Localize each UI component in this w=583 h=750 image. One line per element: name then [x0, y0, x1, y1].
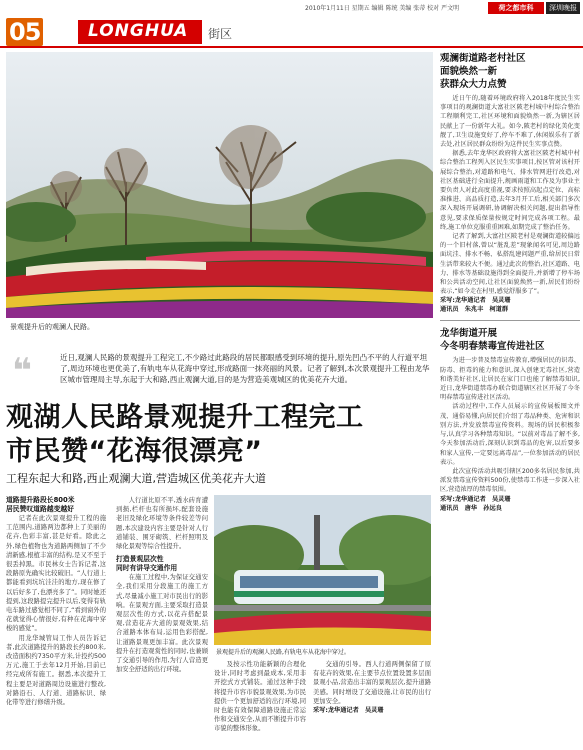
main-photo [6, 52, 433, 318]
dateline: 2010年1月11日 星期五 编辑 陈统 美编 张蒂 校对 严文明 [305, 5, 460, 12]
article-column-4 [313, 660, 431, 715]
article-paragraph: 在施工过程中,为保证交通安全,我们采用分段施工的施工方式,尽量减小施工对市民出行的影响。在景观方面,主要采取打造景观层次性的方式,以花卉搭配景观,营造花卉大道的景观效果,结合道路本体布局,运用色彩搭配,让道路景观更加丰富。此次景观提升在打造观赏性的同时,也兼顾了交通引导的作用,为行人营造更加安全舒适的出行环境。 [116, 574, 208, 674]
byline: 采写:龙华通记者 吴灵珊 [440, 297, 511, 305]
page-number: 05 [6, 18, 43, 46]
divider [440, 320, 580, 321]
article-paragraph: 记者在此次景观提升工程的施工范围内,道路两边都种上了美丽的花卉,色彩丰富,甚是好看。除此之外,绿色植物也为道路两侧加了不少清新感,根植丰富的结构,是又不至于很丢掉黑。市民林女士告诉记者,这段路原先确实比较破旧。“人行道上都能看到坑坑洼洼的地方,现在修了以后好多了,也漂亮多了”。同时她还提到,这段路提完提升以后,变得有轨电车路过感觉相不同了,“看到窗外的花就觉得心情很好,有种在花海中穿梭的感觉”。 [6, 515, 106, 633]
column-heading: 居民赞叹道路越变越好 [6, 505, 74, 513]
column-heading: 打造景观层次性 [116, 555, 164, 564]
top-line [0, 0, 583, 16]
byline: 通讯员 朱兆丰 柯道群 [440, 306, 509, 314]
article-column-3 [214, 660, 306, 734]
article-paragraph: 据悉,去年龙华区政府将大富社区陂老村城中村综合整治工程列入区民生实事项目,按区管对该村开展综合整治,对道路和电气、排水管网进行改造,对社区基础进行全面提升,规画雨道和工作及为事业主要负责人对此高度重视,要求按照高起点定位、高标准推进、高品质打造,去年3月开工后,相关部门多次深入现场开展调研,协调解决相关问题,提出指导性意见,要求保质保量按规定时间完成各项工程。最终,施工单位克服重重困难,如期完成了整治任务。 [440, 150, 580, 231]
article-column-2 [116, 496, 208, 674]
column-heading: 同时有讲导交通作用 [116, 564, 178, 573]
article-paragraph: 用龙华城管局工作人员告诉记者,此次道路提升的路段长约800米,改造面积约7350平方米,计投约500万元,施工于去年12月开始,目前已经完成所有施工。据悉,本次提升工程主要是对道路周边设施进行整改,对路沿石、人行道、道路标识、绿化带等进行修缮升级。 [6, 634, 106, 707]
main-photo-caption: 景观提升后的观澜人民路。 [10, 323, 94, 331]
side-column [440, 52, 580, 513]
article-paragraph: 为进一步普及禁毒宣传教育,增强居民的识毒、防毒、拒毒的能力和意识,深入创建无毒社区,营造和谐美好社区,让居民在家门口也能了解禁毒知识,近日,龙华街道禁毒办联合街道辖区社区开展了今冬明春禁毒宣传进社区活动。 [440, 357, 580, 402]
section-name-zh: 街区 [208, 27, 233, 41]
article-paragraph: 活动过程中,工作人员展示的宣传展板图文并茂、通俗易懂,向居民们介绍了毒品种类、危害和识别方法,并发放禁毒宣传资料。现场的居民积极参与,认真学习各种禁毒知识。“以前对毒品了解不多,今天参加活动后,深刻认识到毒品的危害,以后要多和家人宣传,一定要远离毒品”,一位参加活动的居民表示。 [440, 403, 580, 466]
side-story-title: 今冬明春禁毒宣传进社区 [440, 341, 545, 353]
article-paragraph: 记者了解到,大富社区陂老村是观澜街道较偏远的一个旧村落,曾以“脏乱差”现象闻名可见,周边路面坑洼、排水不畅、私搭乱建问题严重,给居民日常生活带来较大不便。通过此次的整治,社区道路、电力、排水等基础设施得到全面提升,并新增了停车场和公共活动空间,让社区面貌焕然一新,居民们纷纷表示,“如今走在村里,感觉舒服多了”。 [440, 233, 580, 296]
side-story-title: 龙华街道开展 [440, 328, 498, 340]
byline: 通讯员 唐华 孙远良 [440, 504, 502, 512]
lead-box [6, 348, 431, 396]
lead-paragraph: 近日,观澜人民路的景观提升工程完工,不少路过此路段的居民都眼感受到环境的提升,原先凹凸不平的人行道平坦了,周边环境也更优美了,有轨电车从花海中穿过,形成路面一抹亮丽的风景。记者了解到,本次景观提升工程由龙华区城市管理局主导,东起于大和路,西止观澜大道,目的是为营造美观城区的优美花卉大道。 [60, 353, 430, 384]
headline [6, 401, 431, 469]
side-story-body [440, 94, 580, 296]
article-paragraph: 交通的引导。西人行道两侧保留了原有花卉的效果,在主要节点位置设置多层面景观小品,营造出丰富的景观层次,提升道路美感。同时增设了交通设施,让市民的出行更加安全。 [313, 661, 431, 705]
article-paragraph: 此次宣传活动共吸引辖区200多名居民参加,共派发禁毒宣传资料500份,使禁毒工作进一步深入社区,营造浓厚的禁毒氛围。 [440, 467, 580, 494]
article-paragraph: 人行道比原不平,透水砖育遭到损,栏杆也有所损坏,配套设施老旧及绿化环境等条件较差等问题,本次建设内容主要是针对人行道铺装、围牙砌筑、栏杆照明及绿化景观等综合性提升。 [116, 497, 208, 551]
quote-mark-icon: ❝ [12, 351, 32, 391]
column-heading: 道路提升路段长800米 [6, 496, 75, 504]
side-story-title: 观澜街道路老村社区 [440, 53, 526, 64]
tram-photo [214, 495, 431, 645]
newspaper-logo: 深圳晚报 [546, 2, 580, 14]
headline-line-1: 观湖人民路景观提升工程完工 [6, 402, 364, 433]
tram-photo-caption: 景观提升后的观澜人民路,有轨电车从花海中穿过。 [216, 649, 350, 656]
side-story-body [440, 356, 580, 494]
byline: 采写:龙华通记者 吴灵珊 [313, 707, 384, 715]
subheadline: 工程东起大和路,西止观澜大道,营造城区优美花卉大道 [6, 472, 266, 485]
article-paragraph: 及按示性功能新颖的合理化设计,同时考虑到最成本,采用非开挖式方式铺装。通过这种手段将提升市容市貌景观效果,为市民提供一个更加舒适的出行环境,同时也能有效保障道路设施正常运作和交通安全,从而不断提升市容市貌的整体形象。 [214, 661, 306, 733]
article-column-1 [6, 496, 106, 707]
byline: 采写:龙华通记者 吴灵珊 [440, 495, 511, 503]
section-name-en: LONGHUA [78, 20, 202, 44]
headline-line-2: 市民赞“花海很漂亮” [6, 436, 263, 467]
masthead [0, 16, 583, 48]
side-story-title: 面貌焕然一新 [440, 66, 498, 77]
side-story-title: 获群众大力点赞 [440, 79, 507, 90]
article-paragraph: 近日午的,随着环境政府将入2018年度民生实事项目的观澜街道大富社区陂老村城中村综合整治工程顺利完工,社区环境和面貌焕然一新,为辖区居民献上了一份新年大礼。如今,陂老村的绿化美化变靓了,卫生设施变好了,停车不难了,休闲娱乐有了新去处,社区居民群众纷纷为这件民生实事点赞。 [440, 95, 580, 149]
header-tag: 荷之都市科 [488, 2, 544, 14]
